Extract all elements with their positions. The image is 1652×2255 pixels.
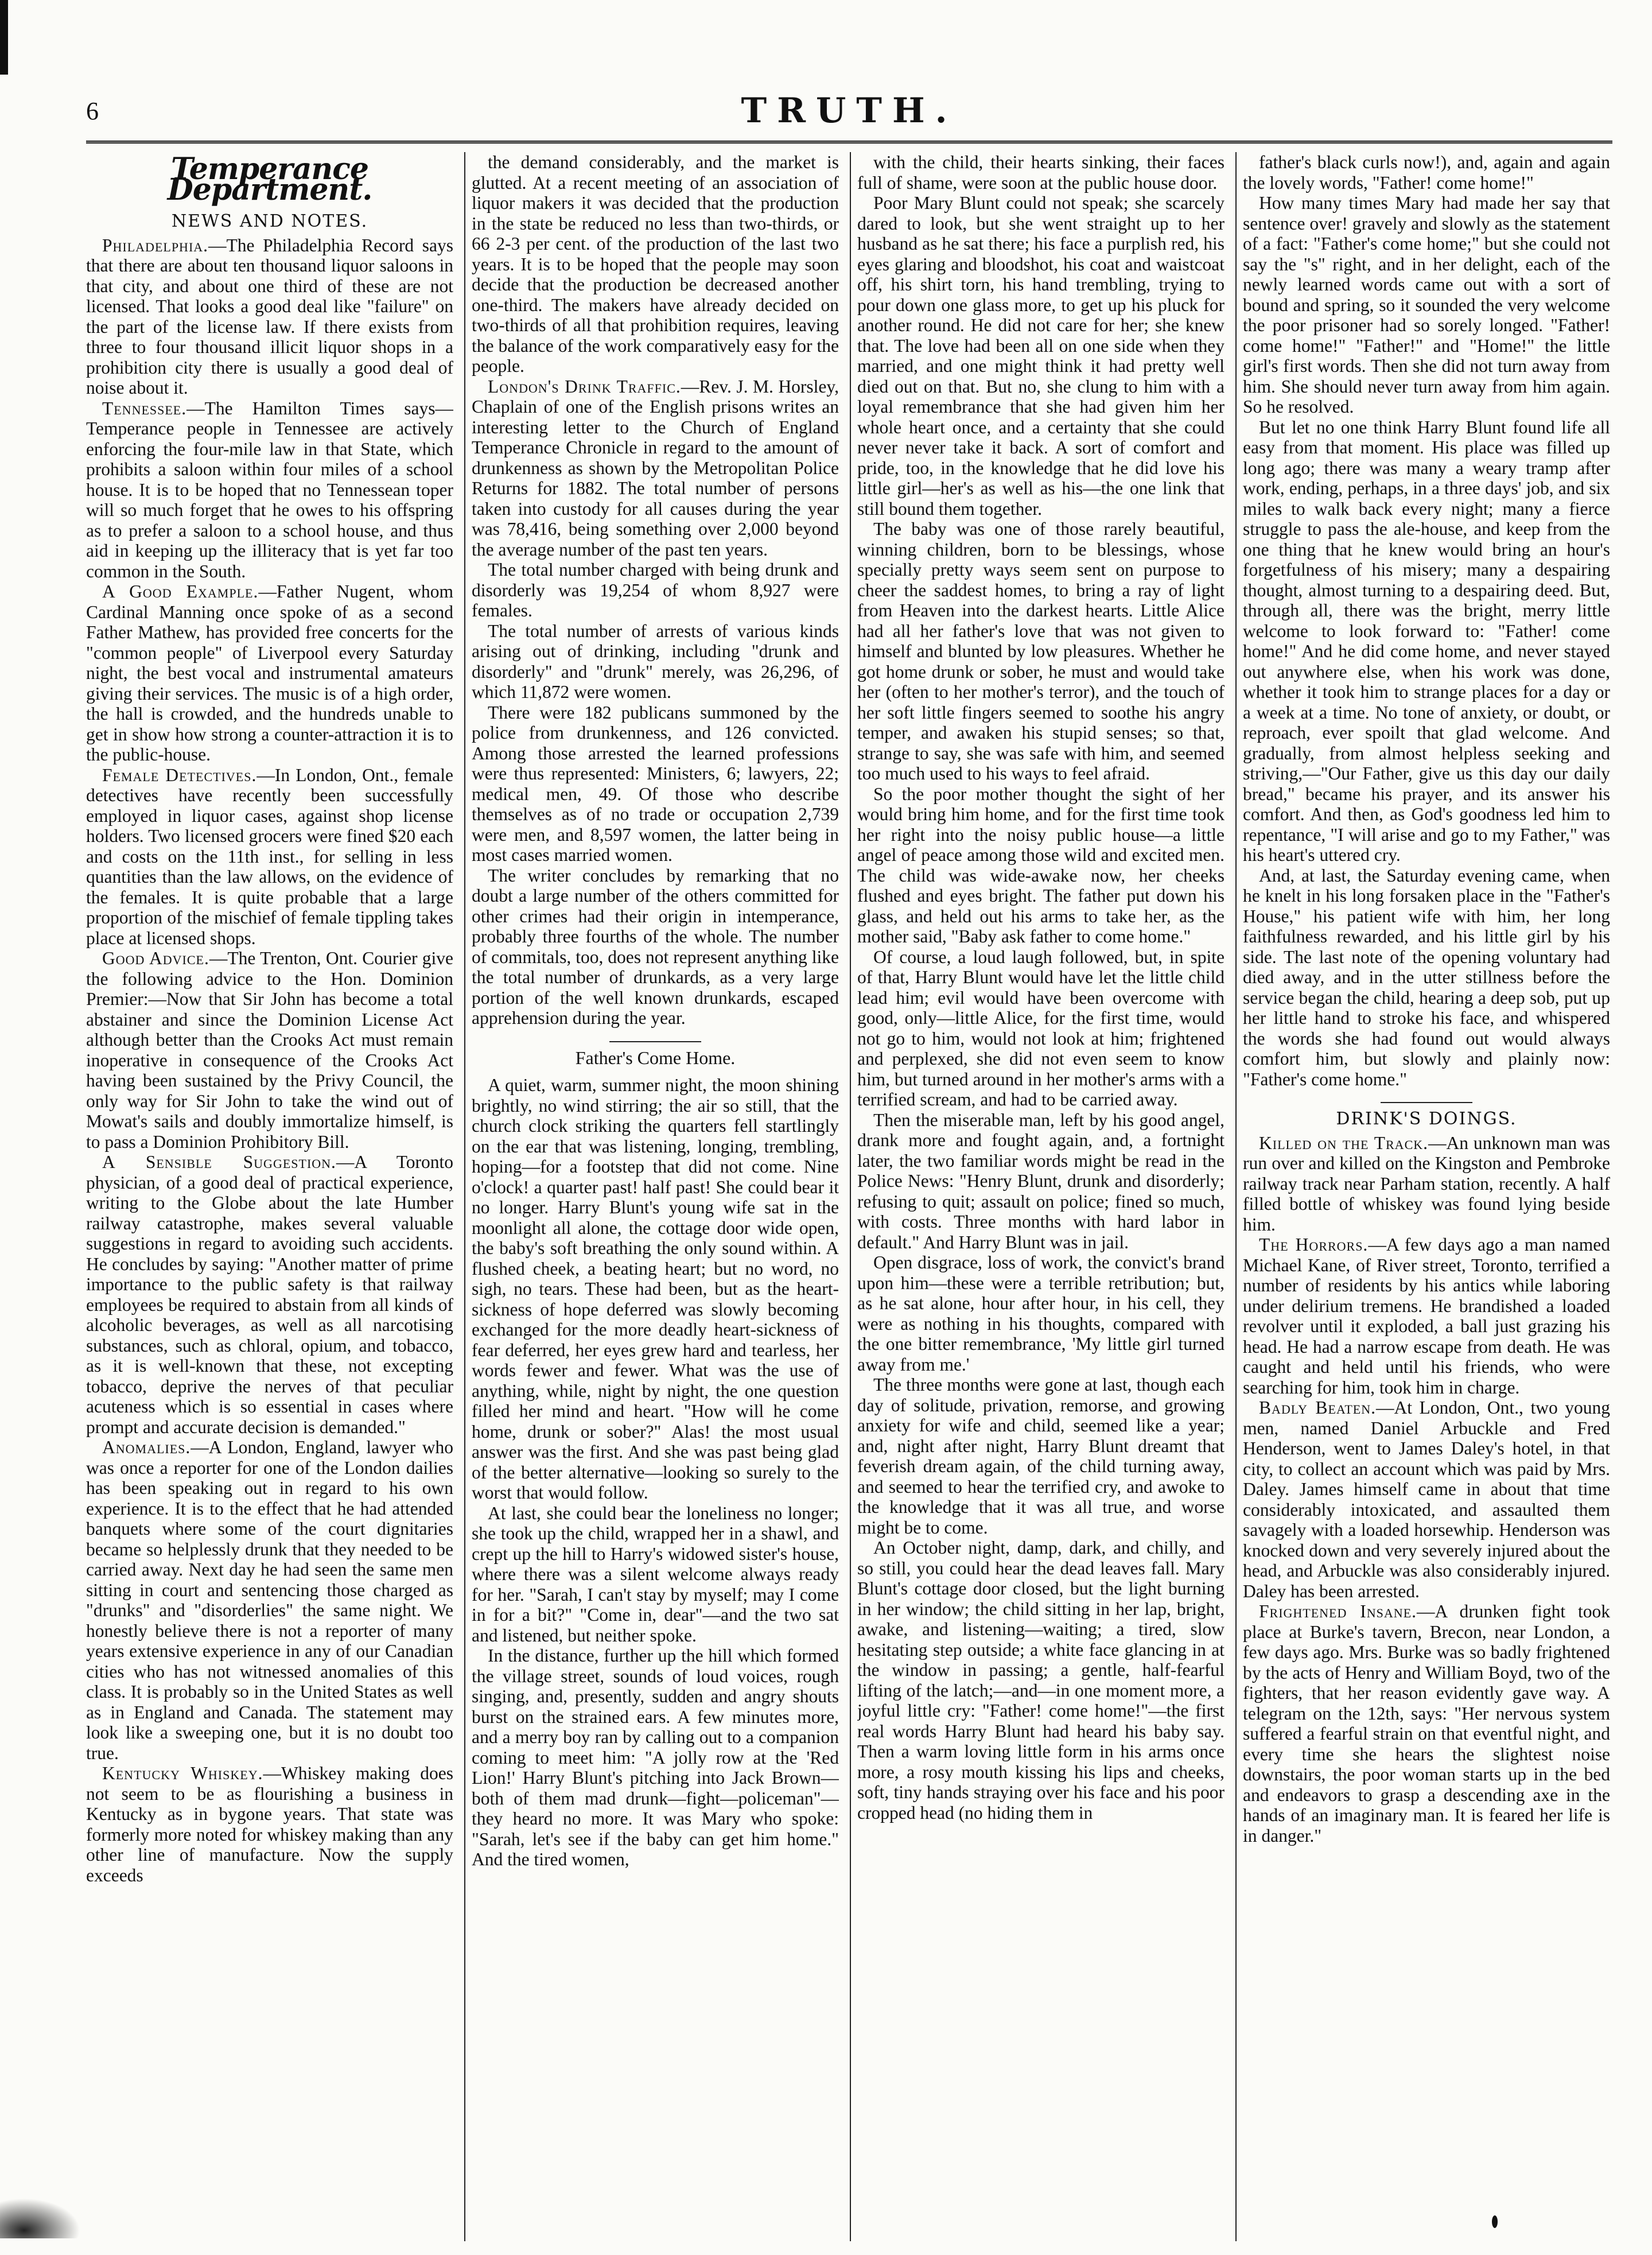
article-paragraph [857,193,1225,519]
article-paragraph [1243,1133,1610,1235]
item-text: —An unknown man was run over and killed on the Kingston and Pembroke railway track near Parham station, recently. A half filled bottle of whiskey was found lying beside him. [1243,1132,1610,1235]
item-lead: A Sensible Suggestion. [102,1152,336,1172]
column-4 [1243,152,1610,2241]
column-rule [1235,152,1237,2241]
item-text: —The Philadelphia Record says that there are about ten thousand liquor saloons in that city, and about one third of these are not licensed. That looks a good deal like "failure" on the part of the license law. If there exists from three to four thousand illicit liquor shops in a prohibition city there is usually a good deal of noise about it. [86,235,453,398]
ink-dot [1492,2215,1498,2228]
item-text: —A few days ago a man named Michael Kane, of River street, Toronto, terrified a number of residents by his antics while laboring under delirium tremens. He brandished a loaded revolver until it exploded, a ball just grazing his head. He had a narrow escape from death. He was caught and held until his friends, who were searching for him, took him in charge. [1243,1235,1610,1398]
masthead-title: TRUTH. [741,91,958,131]
news-heading: NEWS AND NOTES. [171,211,368,231]
item-text: —Rev. J. M. Horsley, Chaplain of one of the English prisons writes an interesting letter to the Church of England Temperance Chronicle in regard to the amount of drunkenness as shown by the Metropolitan Police Returns for 1882. The total number of persons taken into custody for all causes during the year was 78,416, being something over 2,000 beyond the average number of the past ten years. [472,376,839,560]
article-paragraph [857,519,1225,784]
article-paragraph [472,621,839,702]
drinks-doings-heading: DRINK'S DOINGS. [1336,1109,1517,1129]
item-text: At last, she could bear the loneliness no longer; she took up the child, wrapped her in a shawl, and crept up the hill to Harry's widowed sister's house, where there was a silent welcome always ready for her. "Sarah, I can't stay by myself; may I come in for a bit?" "Come in, dear"—and the two sat and listened, but neither spoke. [472,1503,839,1645]
item-lead: Kentucky Whiskey. [102,1763,263,1783]
item-text: —In London, Ont., female detectives have recently been successfully employed in liquor cases, against shop license holders. Two licensed grocers were fined $20 each and costs on the 11th inst., for selling in less quantities than the law allows, on the evidence of the females. It is quite probable that a large proportion of the mischief of female tippling takes place at licensed shops. [86,764,453,948]
item-text: the demand considerably, and the market is glutted. At a recent meeting of an association of liquor makers it was decided that the production in the state be reduced no less than two-thirds, or 66 2-3 per cent. of the production of the last two years. It is to be hoped that the people may soon decide that the production be decreased another one-third. The makers have already decided on two-thirds of all that prohibition requires, leaving the balance of the work comparatively easy for the people. [472,152,839,376]
item-text: father's black curls now!), and, again and again the lovely words, "Father! come home!" [1243,152,1610,193]
page-header [86,86,1612,138]
item-text: The writer concludes by remarking that no doubt a large number of the others committed for other crimes had their origin in intemperance, probably three fourths of the whole. The number of commitals, too, does not represent anything like the total number of drunkards, as a very large portion of the well known drunkards, escaped apprehension during the year. [472,865,839,1028]
department-title: Temperance Department. [167,152,372,207]
article-paragraph [472,865,839,1028]
item-lead: Tennessee. [102,398,187,418]
item-lead: Female Detectives. [102,764,257,785]
column-3 [857,152,1225,2241]
ink-blot [0,2198,80,2238]
story-title: Father's Come Home. [575,1047,736,1068]
article-paragraph [857,947,1225,1110]
item-text: How many times Mary had made her say that sentence over! gravely and slowly as the statement of a fact: "Father's come home;" but she could not say the "s" right, and in her delight, each of the newly learned words came out with a sort of bound and spring, so it sounded the very welcome the poor prisoner had so sorely longed. "Father! come home!" "Father!" and "Home!" the little girl's first words. Then she did not turn away from him. She should never turn away from him again. So he resolved. [1243,193,1610,417]
article-paragraph [1243,152,1610,193]
column-1 [86,152,453,2241]
item-text: Of course, a loud laugh followed, but, in spite of that, Harry Blunt would have let the little child lead him; evil would have been overcome with good, only—little Alice, for the first time, would not go to him, would not look at him; frightened and perplexed, she did not even seem to know him, but turned around in her mother's arms with a terrified scream, and had to be carried away. [857,946,1225,1109]
item-text: with the child, their hearts sinking, their faces full of shame, were soon at the public house door. [857,152,1225,193]
article-paragraph [86,1152,453,1437]
item-text: —At London, Ont., two young men, named Daniel Arbuckle and Fred Henderson, went to James Daley's hotel, in that city, to collect an account which was paid by Mrs. Daley. James himself came in about that time considerably intoxicated, and assaulted them savagely with a loaded horsewhip. Henderson was knocked down and very severely injured about the head, and Arbuckle was also considerably injured. Daley has been arrested. [1243,1398,1610,1601]
item-lead: The Horrors. [1259,1235,1369,1255]
article-paragraph [1243,865,1610,1090]
article-paragraph [1243,193,1610,417]
item-text: But let no one think Harry Blunt found life all easy from that moment. His place was filled up long ago; there was many a weary tramp after work, ending, perhaps, in a three days' job, and six miles to walk back every night; many a fierce struggle to pass the ale-house, and keep from the one thing that he knew would bring an hour's forgetfulness of his misery; many a despairing thought, almost turning to a despairing deed. But, through all, there was the bright, merry little welcome to look forward to: "Father! come home!" And he did come home, and never stayed out anywhere else, when his work was done, whether it took him to strange places for a day or a week at a time. No tone of anxiety, or doubt, or reproach, ever spoilt that glad welcome. And gradually, from almost helpless seeking and striving,—"Our Father, give us this day our daily bread," became his prayer, and its answer his comfort. And then, as God's goodness led him to repentance, "I will arise and go to my Father," was his heart's uttered cry. [1243,417,1610,865]
item-lead: A Good Example. [102,581,259,601]
article-paragraph [86,765,453,949]
item-text: —The Hamilton Times says—Temperance people in Tennessee are actively enforcing the four-mile law in that State, which prohibits a saloon within four miles of a school house. It is to be hoped that no Tennessean toper will so much forget that he owes to his offspring as to prefer a saloon to a school house, and thus aid in keeping up the illiteracy that is yet far too common in the South. [86,398,453,581]
item-lead: Badly Beaten. [1259,1398,1376,1418]
item-text: The baby was one of those rarely beautiful, winning children, born to be blessings, whose specially pretty ways seem sent on purpose to cheer the saddest homes, to bring a ray of light from Heaven into the darkest hearts. Little Alice had all her father's love that was not given to himself and blunted by low pleasures. Whether he got home drunk or sober, he must and would take her (often to her mother's terror), and the touch of her soft little fingers seemed to soothe his angry temper, and awaken his stupid senses; so that, strange to say, she was safe with him, and seemed too much used to his ways to feel afraid. [857,519,1225,783]
article-paragraph [1243,1601,1610,1846]
article-paragraph [857,152,1225,193]
section-divider [1381,1102,1472,1103]
article-paragraph [86,235,453,398]
article-paragraph [86,398,453,582]
item-lead: Frightened Insane. [1259,1601,1417,1621]
item-lead: Philadelphia. [102,235,209,255]
item-text: Then the miserable man, left by his good angel, drank more and fought again, and, a fortnight later, the two familiar words might be read in the Police News: "Henry Blunt, drunk and disorderly; refusing to quit; assault on police; fined so much, with costs. Three months with hard labor in default." And Harry Blunt was in jail. [857,1109,1225,1252]
article-paragraph [86,1437,453,1763]
item-text: The total number charged with being drunk and disorderly was 19,254 of whom 8,927 were females. [472,560,839,620]
article-paragraph [472,152,839,377]
item-text: And, at last, the Saturday evening came, when he knelt in his long forsaken place in the "Father's House," his patient wife with him, her long faithfulness rewarded, and his little girl by his side. The last note of the opening voluntary had died away, and in the utter stillness before the service began the child, hearing a deep sob, put up her little hand to stroke his face, and whispered the words she had found out would always comfort him, but slowly and plainly now: "Father's come home." [1243,865,1610,1089]
item-text: A quiet, warm, summer night, the moon shining brightly, no wind stirring; the air so still, that the church clock striking the quarters fell startlingly on the ear that was listening, longing, trembling, hoping—for a footstep that did not come. Nine o'clock! a quarter past! half past! She could bear it no longer. Harry Blunt's young wife sat in the moonlight all alone, the cottage door wide open, the baby's soft breathing the only sound within. A flushed cheek, a beating heart; but no word, no sigh, no tears. These had been, but as the heart-sickness of hope deferred was slowly becoming exchanged for the more deadly heart-sickness of fear deferred, her eyes grew hard and tearless, her words fewer and fewer. What was the use of anything, while, night by night, the one question filled her mind and heart. "How will he come home, drunk or sober?" Alas! the most usual answer was the first. And she was past being glad of the better alternative—looking so surely to the worst that would follow. [472,1075,839,1503]
article-paragraph [86,581,453,765]
article-paragraph [857,784,1225,947]
article-paragraph [472,560,839,621]
item-text: An October night, damp, dark, and chilly, and so still, you could hear the dead leaves fall. Mary Blunt's cottage door closed, but the light burning in her window; the child sitting in her lap, bright, awake, and listening—waiting; a tired, slow hesitating step outside; a white face glancing in at the window in passing; a gentle, half-fearful lifting of the latch;—and—in one moment more, a joyful little cry: "Father! come home!"—the first real words Harry Blunt had heard his baby say. Then a warm loving little form in his arms once more, a rosy mouth kissing his lips and cheeks, soft, tiny hands straying over his face and his poor cropped head (no hiding them in [857,1538,1225,1823]
column-rule [464,152,465,2241]
header-rule [86,141,1612,143]
article-paragraph [1243,417,1610,865]
item-text: —Whiskey making does not seem to be as flourishing a business in Kentucky as in bygone years. That state was formerly more noted for whiskey making than any other line of manufacture. Now the supply exceeds [86,1763,453,1885]
item-text: Open disgrace, loss of work, the convict's brand upon him—these were a terrible retribution; but, as he sat alone, hour after hour, in his cell, they were as nothing in his thoughts, compared with the one bitter remembrance, 'My little girl turned away from me.' [857,1252,1225,1375]
item-lead: Killed on the Track. [1259,1132,1429,1153]
item-text: —The Trenton, Ont. Courier give the following advice to the Hon. Dominion Premier:—Now that Sir John has become a total abstainer and since the Dominion License Act although better than the Crooks Act must remain inoperative in consequence of the Crooks Act having been sustained by the Privy Council, the only way for Sir John to take the wind out of Mowat's sails and doubly immortalize himself, is to pass a Dominion Prohibitory Bill. [86,948,453,1152]
item-text: So the poor mother thought the sight of her would bring him home, and for the first time took her right into the noisy public house—a little angel of peace among those wild and excited men. The child was wide-awake now, her cheeks flushed and eyes bright. The father put down his glass, and held out his arms to take her, as the mother said, "Baby ask father to come home." [857,783,1225,946]
item-lead: London's Drink Traffic. [488,376,681,397]
item-text: In the distance, further up the hill which formed the village street, sounds of loud voices, rough singing, and, presently, sudden and angry shouts burst on the strained ears. A few minutes more, and a merry boy ran by calling out to a companion coming to meet him: "A jolly row at the 'Red Lion!' Harry Blunt's pitching into Jack Brown—both of them mad drunk—fight—policeman"—they heard no more. It was Mary who spoke: "Sarah, let's see if the baby can get him home." And the tired women, [472,1645,839,1869]
item-text: The total number of arrests of various kinds arising out of drinking, including "drunk and disorderly" and "drunk" merely, was 26,296, of which 11,872 were women. [472,620,839,702]
article-paragraph [472,1645,839,1870]
article-paragraph [86,948,453,1152]
article-paragraph [857,1375,1225,1538]
column-rule [850,152,851,2241]
article-paragraph [86,1763,453,1885]
article-paragraph [1243,1235,1610,1398]
article-paragraph [472,1503,839,1646]
article-paragraph [1243,1398,1610,1601]
article-paragraph [472,1075,839,1503]
item-text: There were 182 publicans summoned by the police from drunkenness, and 126 convicted. Among those arrested the learned professions were thus represented: Ministers, 6; lawyers, 22; medical men, 49. Of those who describe themselves as of no trade or occupation 2,739 were men, and 8,597 women, the latter being in most cases married women. [472,702,839,865]
item-lead: Good Advice. [102,948,209,968]
article-paragraph [472,702,839,865]
page-number: 6 [86,97,99,125]
story-divider [609,1041,701,1042]
item-text: Poor Mary Blunt could not speak; she scarcely dared to look, but she went straight up to her husband as he sat there; his face a purplish red, his eyes glaring and bloodshot, his coat and waistcoat off, his shirt torn, his hand trembling, trying to pour down one glass more, to get up his pluck for another round. He did not care for her; she knew that. The love had been all on one side when they married, and one might think it had pretty well died out on that. But no, she clung to him with a loyal remembrance that she had given him her whole heart once, and a certainty that she could never never take it back. A sort of comfort and pride, too, in the knowledge that he did love his little girl—her's as well as his—the one link that still bound them together. [857,193,1225,519]
article-paragraph [857,1538,1225,1823]
item-lead: Anomalies. [102,1437,191,1457]
item-text: The three months were gone at last, though each day of solitude, privation, remorse, and growing anxiety for wife and child, seemed like a year; and, night after night, Harry Blunt dreamt that feverish dream again, of the child turning away, and seemed to hear the terrified cry, and awoke to the knowledge that it was all true, and worse might be to come. [857,1375,1225,1538]
page-edge-mark [0,0,8,75]
item-text: —A drunken fight took place at Burke's tavern, Brecon, near London, a few days ago. Mrs. Burke was so badly frightened by the acts of Henry and William Boyd, two of the fighters, that her reason evidently gave way. A telegram on the 12th, says: "Her nervous system suffered a fearful strain on that eventful night, and every time she hears the slightest noise downstairs, the poor woman starts up in the bed and endeavors to grasp a descending axe in the hands of an imaginary man. It is feared her life is in danger." [1243,1601,1610,1846]
item-text: —Father Nugent, whom Cardinal Manning once spoke of as a second Father Mathew, has provided free concerts for the "common people" of Liverpool every Saturday night, the best vocal and instrumental amateurs giving their services. The music is of a high order, the hall is crowded, and the hundreds unable to get in show how strong a counter-attraction it is to the public-house. [86,581,453,764]
item-text: —A Toronto physician, of a good deal of practical experience, writing to the Globe about the late Humber railway catastrophe, makes several valuable suggestions in regard to avoiding such accidents. He concludes by saying: "Another matter of prime importance to the public safety is that railway employees be required to abstain from all kinds of alcoholic beverages, as well as all narcotising substances, such as chloral, opium, and tobacco, as it is well-known that these, not excepting tobacco, deprive the nerves of that peculiar acuteness which is so essential in cases where prompt and accurate decision is demanded." [86,1152,453,1437]
article-paragraph [472,377,839,560]
column-2 [472,152,839,2241]
item-text: —A London, England, lawyer who was once a reporter for one of the London dailies has been speaking out in regard to his own experience. It is to the effect that he had attended banquets where some of the court dignitaries became so helplessly drunk that they needed to be carried away. Next day he had seen the same men sitting in court and sentencing those charged as "drunks" and "disorderlies" the same night. We honestly believe there is not a reporter of many years extensive experience in any of our Canadian cities who has not witnessed anomalies of this class. It is probably so in the United States as well as in England and Canada. The statement may look like a sweeping one, but it is no doubt too true. [86,1437,453,1763]
article-paragraph [857,1110,1225,1253]
article-paragraph [857,1252,1225,1375]
